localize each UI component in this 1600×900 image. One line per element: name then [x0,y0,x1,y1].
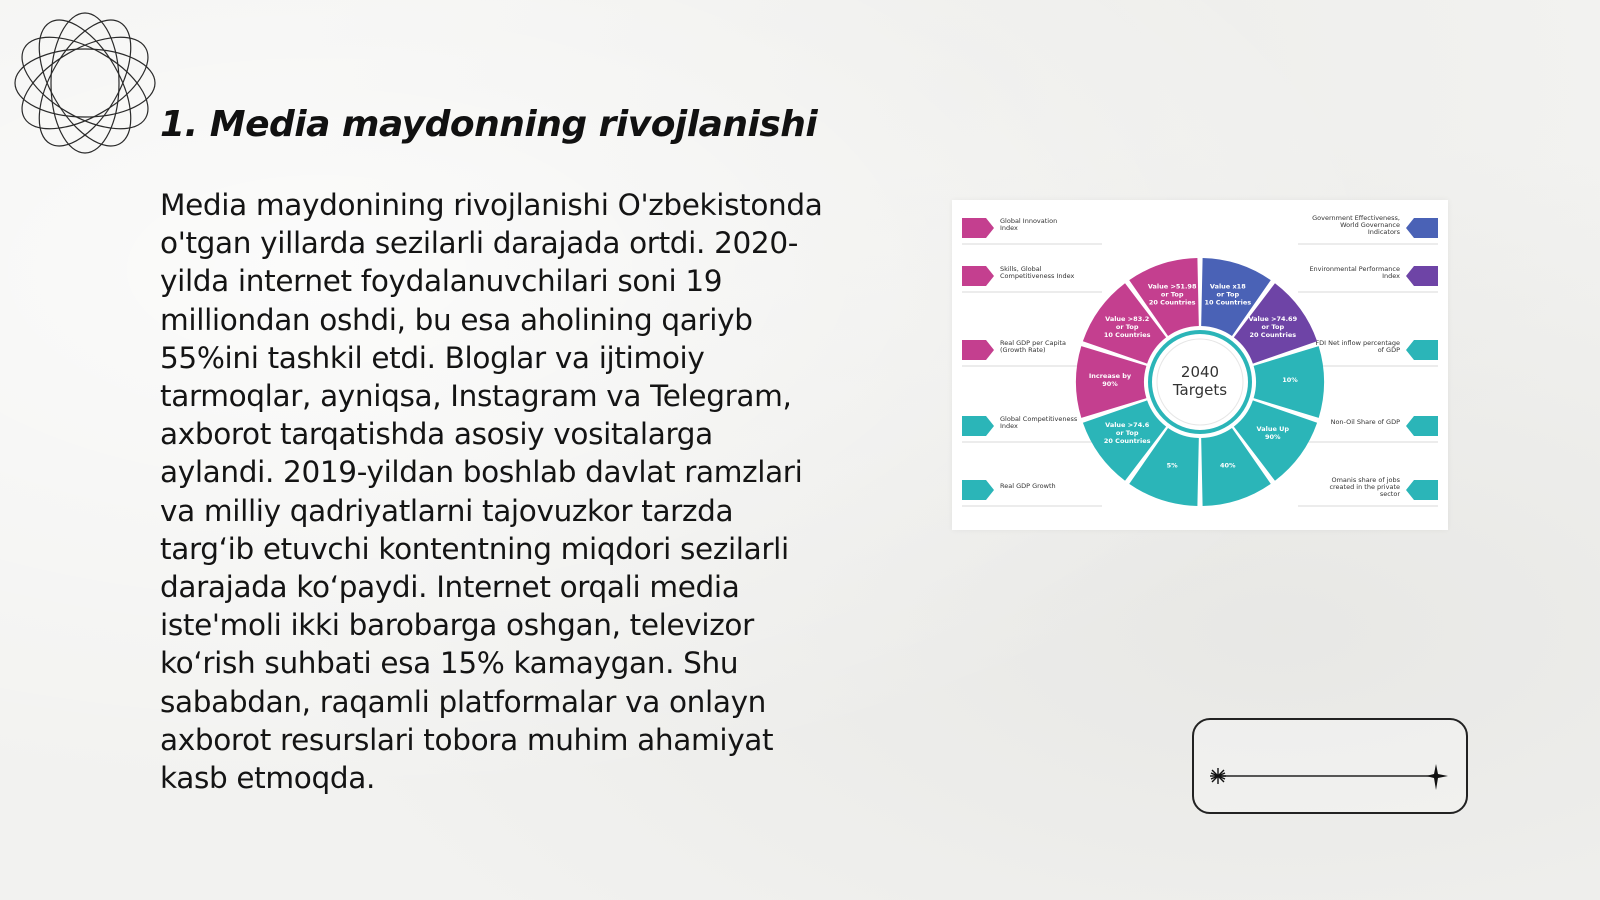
wheel-segment-label: or Top [1160,290,1184,299]
indicator-icon [1406,218,1438,238]
wheel-segment-label: 10% [1282,376,1298,384]
circular-line-ornament-icon [10,8,160,158]
wheel-segment-label: Value >74.6 [1105,420,1150,429]
wheel-segment-label: 90% [1102,380,1118,388]
wheel-segment-label: 40% [1220,461,1236,470]
sparkle-icon [1426,764,1448,790]
indicator-label: created in the private [1329,483,1400,491]
indicator-icon [962,266,994,286]
indicator-icon [1406,266,1438,286]
slide-body-text: Media maydonining rivojlanishi O'zbekistonda o'tgan yillarda sezilarli darajada ortdi. 2020-yilda internet foydalanuvchilari soni 19 milliondan oshdi, bu esa aholining qariyb 55%ini tashkil etdi. Bloglar va ijtimoiy tarmoqlar, ayniqsa, Instagram va Telegram, axborot tarqatishda asosiy vositalarga aylandi. 2019-yildan boshlab davlat ramzlari va milliy qadriyatlarni tajovuzkor tarzda targ‘ib etuvchi kontentning miqdori sezilarli darajada ko‘paydi. Internet orqali media iste'moli ikki barobarga oshgan, televizor ko‘rish suhbati esa 15% kamaygan. Shu sababdan, raqamli platformalar va onlayn axborot resurslari tobora muhim ahamiyat kasb etmoqda. [160,188,823,796]
wheel-center-label: Targets [1172,381,1228,399]
indicator-label: Index [1000,422,1018,430]
wheel-segment-label: Value >74.69 [1248,315,1298,324]
indicator-label: Real GDP Growth [1000,482,1056,490]
wheel-segment-label: Value >83.2 [1105,315,1150,324]
indicator-label: Non-Oil Share of GDP [1330,418,1400,426]
indicator-label: sector [1379,490,1400,498]
indicator-label: Global Competitiveness [1000,415,1078,423]
wheel-segment-label: or Top [1216,290,1240,299]
wheel-segment-label: or Top [1115,323,1139,332]
targets-infographic [952,200,1448,530]
slide-title: 1. Media maydonning rivojlanishi [160,104,818,145]
indicator-label: Omanis share of jobs [1331,476,1400,484]
wheel-segment-label: Value x18 [1209,282,1246,291]
wheel-segment-label: 90% [1265,432,1281,441]
wheel-segment-label: 10 Countries [1103,331,1151,340]
sunburst-icon [1210,768,1226,784]
indicator-icon [962,218,994,238]
indicator-icon [1406,480,1438,500]
indicator-icon [962,416,994,436]
indicator-icon [1406,416,1438,436]
indicator-label: of GDP [1377,346,1400,354]
wheel-segment-label: 20 Countries [1103,436,1151,445]
indicator-icon [962,340,994,360]
indicator-label: Government Effectiveness, [1312,214,1400,222]
wheel-segment-label: 5% [1166,461,1178,470]
wheel-segment-label: 20 Countries [1148,298,1196,307]
indicator-label: Indicators [1367,228,1400,236]
timeline-box [1192,718,1468,814]
indicator-label: FDI Net inflow percentage [1315,339,1400,347]
wheel-segment-label: 10 Countries [1204,298,1252,307]
indicator-icon [1406,340,1438,360]
wheel-segment-label: Value Up [1256,424,1290,433]
indicator-label: Environmental Performance [1309,265,1400,273]
indicator-label: Index [1000,224,1018,232]
indicator-label: Index [1382,272,1400,280]
indicator-label: Real GDP per Capita [1000,339,1066,347]
wheel-segment-label: Value >51.98 [1147,282,1197,291]
wheel-segment-label: Increase by [1088,372,1132,380]
indicator-label: (Growth Rate) [1000,346,1046,354]
indicator-label: Global Innovation [1000,217,1058,225]
wheel-segment-label: or Top [1115,428,1139,437]
indicator-icon [962,480,994,500]
indicator-label: Competitiveness Index [1000,272,1075,280]
wheel-segment-label: 20 Countries [1249,331,1297,340]
wheel-center-year: 2040 [1180,363,1220,381]
indicator-label: World Governance [1340,221,1400,229]
targets-wheel-diagram [952,200,1448,530]
indicator-label: Skills, Global [1000,265,1042,273]
wheel-segment-label: or Top [1261,323,1285,332]
